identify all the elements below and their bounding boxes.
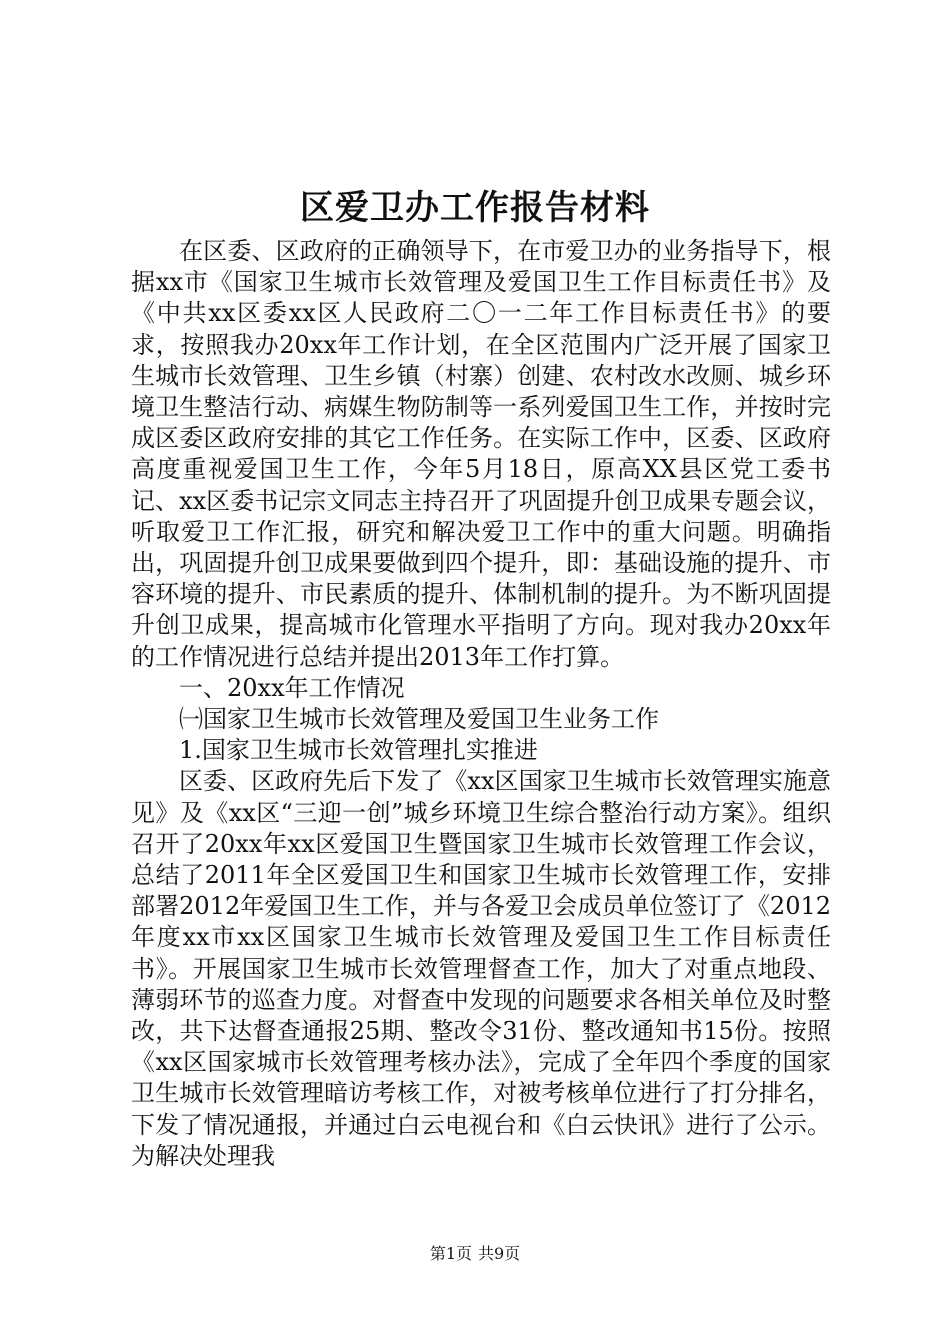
- paragraph-intro: 在区委、区政府的正确领导下，在市爱卫办的业务指导下，根据xx市《国家卫生城市长效管理及爱国卫生工作目标责任书》及《中共xx区委xx区人民政府二〇一二年工作目标责任书》的要求，按照我办20xx年工作计划，在全区范围内广泛开展了国家卫生城市长效管理、卫生乡镇（村寨）创建、农村改水改厕、城乡环境卫生整洁行动、病媒生物防制等一系列爱国卫生工作，并按时完成区委区政府安排的其它工作任务。在实际工作中，区委、区政府高度重视爱国卫生工作，今年5月18日，原高XX县区党工委书记、xx区委书记宗文同志主持召开了巩固提升创卫成果专题会议，听取爱卫工作汇报，研究和解决爱卫工作中的重大问题。明确指出，巩固提升创卫成果要做到四个提升，即：基础设施的提升、市容环境的提升、市民素质的提升、体制机制的提升。为不断巩固提升创卫成果，提高城市化管理水平指明了方向。现对我办20xx年的工作情况进行总结并提出2013年工作打算。: [131, 237, 831, 671]
- subsection-heading: ㈠国家卫生城市长效管理及爱国卫生业务工作: [179, 705, 659, 734]
- page-footer: [0, 1243, 950, 1265]
- item-heading: 1.国家卫生城市长效管理扎实推进: [179, 736, 538, 765]
- document-body: [131, 236, 831, 1172]
- page-number: 第1页: [429, 1244, 472, 1263]
- page-total: 共9页: [478, 1244, 521, 1263]
- paragraph-body: 区委、区政府先后下发了《xx区国家卫生城市长效管理实施意见》及《xx区“三迎一创”城乡环境卫生综合整治行动方案》。组织召开了20xx年xx区爱国卫生暨国家卫生城市长效管理工作会议，总结了2011年全区爱国卫生和国家卫生城市长效管理工作，安排部署2012年爱国卫生工作，并与各爱卫会成员单位签订了《2012年度xx市xx区国家卫生城市长效管理及爱国卫生工作目标责任书》。开展国家卫生城市长效管理督查工作，加大了对重点地段、薄弱环节的巡查力度。对督查中发现的问题要求各相关单位及时整改，共下达督查通报25期、整改令31份、整改通知书15份。按照《xx区国家城市长效管理考核办法》，完成了全年四个季度的国家卫生城市长效管理暗访考核工作，对被考核单位进行了打分排名，下发了情况通报，并通过白云电视台和《白云快讯》进行了公示。为解决处理我: [131, 767, 831, 1170]
- section-heading: 一、20xx年工作情况: [179, 673, 405, 702]
- document-title: 区爱卫办工作报告材料: [300, 188, 650, 228]
